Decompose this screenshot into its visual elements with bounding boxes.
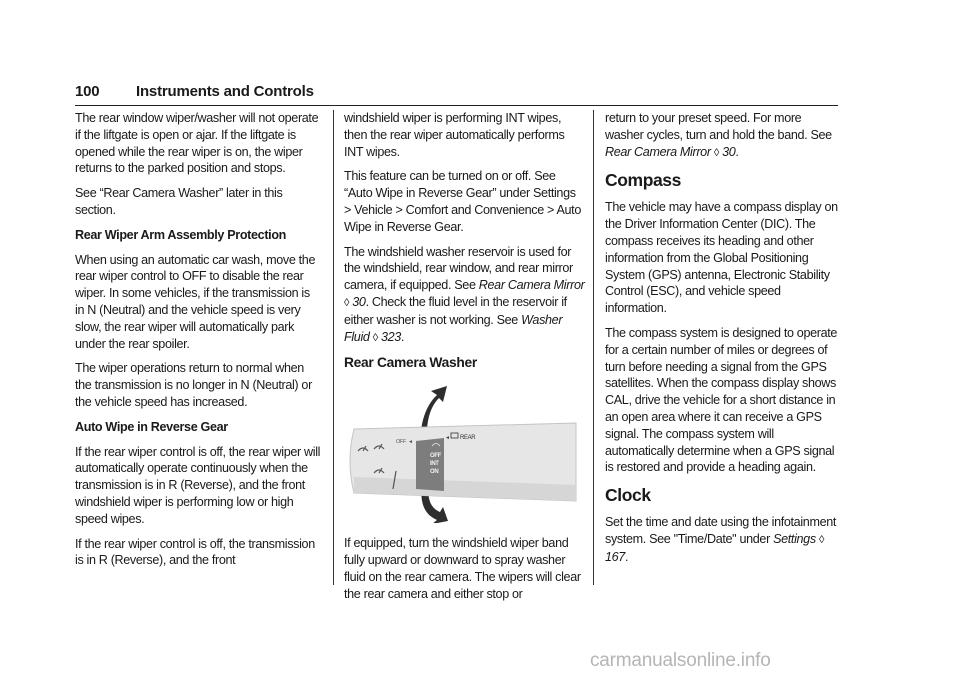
cross-reference-link[interactable]: Rear Camera Mirror	[605, 144, 711, 159]
paragraph-text: return to your preset speed. For more washer cycles, turn and hold the band. See	[605, 111, 832, 142]
cross-reference-link[interactable]: Rear Camera Mirror	[478, 278, 585, 293]
page-reference[interactable]: 30	[352, 294, 366, 309]
paragraph-clock	[605, 514, 841, 565]
band-label-int: INT	[430, 461, 439, 468]
paragraph: If the rear wiper control is off, the transmission is in R (Reverse), and the front	[75, 536, 315, 568]
paragraph-washer-reservoir	[344, 244, 585, 347]
heading-compass: Compass	[605, 170, 681, 191]
cross-reference-link[interactable]: Washer Fluid	[344, 312, 563, 344]
page-ref-arrow-icon: ◊	[713, 146, 719, 159]
column-divider	[333, 110, 334, 585]
rear-label-arrow: ◄	[445, 435, 450, 442]
heading-rear-camera-washer: Rear Camera Washer	[344, 355, 477, 371]
paragraph: The wiper operations return to normal when the transmission is no longer in N (Neutral) or the vehicle speed has increased.	[75, 361, 312, 409]
subheading-rear-wiper-arm: Rear Wiper Arm Assembly Protection	[75, 227, 287, 242]
page-ref-arrow-icon: ◊	[818, 533, 825, 546]
paragraph: When using an automatic car wash, move the rear wiper control to OFF to disable the rear wiper. In some vehicles, if the transmission is in N (Neutral) and the vehicle speed is very slow, the rear wiper will automatically park under the rear spoiler.	[75, 252, 316, 351]
column-2	[344, 110, 585, 603]
paragraph-text: .	[400, 329, 405, 344]
paragraph-text: . Check the fluid level in the reservoir if either washer is not working. See	[344, 294, 567, 327]
watermark: carmanualsonline.info	[590, 650, 771, 671]
paragraph: If the rear wiper control is off, the rear wiper will automatically operate continuously when the transmission is in R (Reverse), and the front windshield wiper is performing low or high speed wipes.	[75, 444, 321, 526]
page-reference[interactable]: 30	[722, 144, 736, 159]
paragraph: The vehicle may have a compass display on the Driver Information Center (DIC). The compass receives its heading and other information from the Global Positioning System (GPS) antenna, Electronic Stability Control (ESC), and vehicle speed information.	[605, 200, 838, 316]
column-divider	[593, 110, 594, 585]
stalk-label-small-off: OFF	[396, 439, 406, 446]
paragraph: The rear window wiper/washer will not operate if the liftgate is open or ajar. If the liftgate is opened while the rear wiper is on, the wiper returns to the parked position and stops.	[75, 111, 319, 176]
cross-reference-link[interactable]: Settings	[773, 531, 816, 546]
section-title: Instruments and Controls	[136, 83, 314, 100]
paragraph-text: .	[624, 549, 629, 564]
paragraph: See “Rear Camera Washer” later in this section.	[75, 186, 283, 217]
page-header	[75, 79, 838, 106]
band-label-on: ON	[430, 469, 439, 476]
paragraph-text: Set the time and date using the infotainment system. See "Time/Date" under	[605, 515, 837, 546]
page-ref-arrow-icon: ◊	[372, 331, 378, 344]
rear-label: REAR	[460, 435, 476, 442]
column-3	[605, 110, 841, 574]
subheading-auto-wipe: Auto Wipe in Reverse Gear	[75, 419, 228, 434]
page-reference[interactable]: 323	[380, 329, 401, 344]
page-number: 100	[75, 83, 100, 100]
wiper-stalk-illustration	[344, 381, 585, 523]
page-reference[interactable]: 167	[605, 549, 625, 564]
stalk-label-arrow: ◄	[408, 439, 413, 446]
heading-clock: Clock	[605, 485, 651, 506]
paragraph-continued	[605, 110, 841, 161]
paragraph-text: .	[735, 144, 739, 159]
column-1	[75, 110, 322, 569]
paragraph: If equipped, turn the windshield wiper band fully upward or downward to spray washer fluid on the rear camera. The wipers will clear the rear camera and either stop or	[344, 536, 581, 601]
paragraph: windshield wiper is performing INT wipes, then the rear wiper automatically performs INT wipes.	[344, 111, 565, 159]
page-ref-arrow-icon: ◊	[344, 296, 350, 309]
paragraph: This feature can be turned on or off. See “Auto Wipe in Reverse Gear” under Settings > Vehicle > Comfort and Convenience > Auto Wipe in Reverse Gear.	[344, 169, 581, 234]
band-label-off: OFF	[430, 453, 441, 460]
paragraph: The compass system is designed to operate for a certain number of miles or degrees of turn before needing a signal from the GPS satellites. When the compass display shows CAL, drive the vehicle for a short distance in an open area where it can receive a GPS signal. The compass system will automatically determine when a GPS signal is restored and provide a heading again.	[605, 325, 838, 475]
paragraph-text: The windshield washer reservoir is used for the windshield, rear window, and rear mirror camera, if equipped. See	[344, 244, 573, 293]
